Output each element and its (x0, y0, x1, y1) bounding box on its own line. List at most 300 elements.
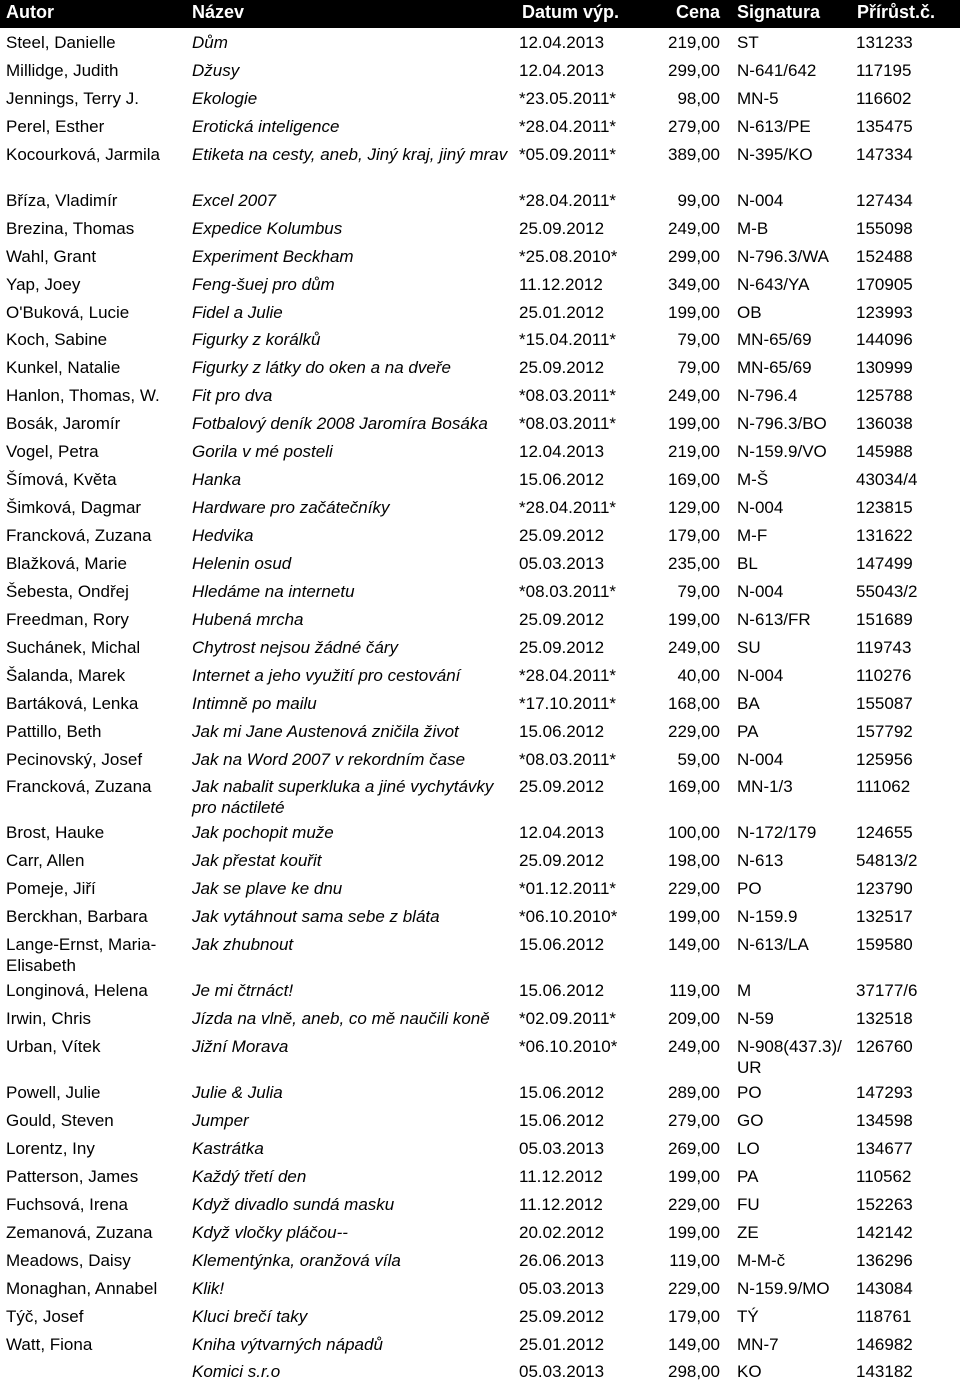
table-row (0, 28, 960, 56)
accession-cell: 111062 (856, 777, 911, 797)
title-cell: Intimně po mailu (192, 693, 317, 713)
author-cell: Bříza, Vladimír (6, 190, 118, 210)
signature-cell: N-796.3/BO (737, 414, 827, 434)
date-cell: *28.04.2011* (519, 498, 617, 518)
title-cell: Figurky z látky do oken a na dveře (192, 358, 451, 378)
price-cell: 40,00 (677, 665, 720, 685)
signature-cell: N-395/KO (737, 144, 813, 164)
table-row (0, 902, 960, 930)
signature-cell: N-641/642 (737, 60, 817, 80)
table-row (0, 465, 960, 493)
accession-cell: 124655 (856, 823, 913, 843)
table-row (0, 717, 960, 745)
table-row (0, 1218, 960, 1246)
table-row (0, 1134, 960, 1162)
title-cell: Experiment Beckham (192, 246, 354, 266)
date-cell: 25.09.2012 (519, 1306, 605, 1326)
date-cell: *23.05.2011* (519, 88, 617, 108)
signature-cell: MN-65/69 (737, 330, 812, 350)
table-row (0, 1246, 960, 1274)
table-row (0, 1330, 960, 1358)
price-cell: 179,00 (668, 1306, 720, 1326)
table-row (0, 242, 960, 270)
table-row (0, 1357, 960, 1385)
date-cell: 12.04.2013 (519, 33, 605, 52)
table-row (0, 409, 960, 437)
accession-cell: 116602 (856, 88, 912, 108)
accession-cell: 157792 (856, 721, 913, 741)
signature-cell: PO (737, 1083, 762, 1103)
author-cell: Šebesta, Ondřej (6, 581, 129, 601)
date-cell: 05.03.2013 (519, 1138, 605, 1158)
accession-cell: 134598 (856, 1111, 913, 1130)
title-cell: Kastrátka (192, 1138, 264, 1158)
table-row (0, 1162, 960, 1190)
date-cell: *01.12.2011* (519, 879, 617, 899)
table-body (0, 28, 960, 1385)
header-signature: Signatura (737, 2, 821, 22)
date-cell: *02.09.2011* (519, 1009, 617, 1029)
table-row (0, 140, 960, 186)
author-cell: Longinová, Helena (6, 981, 148, 1001)
price-cell: 79,00 (677, 581, 720, 601)
signature-cell: KO (737, 1362, 762, 1382)
date-cell: 15.06.2012 (519, 1111, 605, 1130)
accession-cell: 155087 (856, 693, 913, 713)
table-row (0, 772, 960, 818)
date-cell: 15.06.2012 (519, 1083, 605, 1103)
signature-cell: N-643/YA (737, 274, 810, 294)
date-cell: *28.04.2011* (519, 190, 617, 210)
table-row (0, 1190, 960, 1218)
title-cell: Když vločky pláčou-- (192, 1222, 348, 1242)
title-cell: Je mi čtrnáct! (192, 981, 294, 1001)
table-row (0, 930, 960, 976)
author-cell: Pecinovský, Josef (6, 749, 143, 769)
accession-cell: 119743 (856, 637, 912, 657)
title-cell: Hardware pro začátečníky (192, 498, 390, 518)
author-cell: Fuchsová, Irena (6, 1194, 128, 1214)
table-row (0, 661, 960, 689)
table-row (0, 1032, 960, 1078)
author-cell: Šimková, Dagmar (6, 498, 142, 518)
price-cell: 199,00 (668, 907, 720, 927)
signature-cell: N-004 (737, 665, 784, 685)
price-cell: 229,00 (668, 879, 720, 899)
signature-cell: N-159.9 (737, 907, 798, 927)
price-cell: 99,00 (677, 190, 720, 210)
price-cell: 119,00 (669, 1250, 720, 1270)
author-cell: Brost, Hauke (6, 823, 105, 843)
title-cell: Když divadlo sundá masku (192, 1194, 395, 1214)
date-cell: *08.03.2011* (519, 386, 617, 406)
date-cell: 25.09.2012 (519, 218, 605, 238)
signature-cell: LO (737, 1138, 760, 1158)
price-cell: 199,00 (668, 302, 720, 322)
price-cell: 249,00 (668, 386, 720, 406)
header-author: Autor (6, 2, 54, 22)
signature-cell: MN-5 (737, 88, 779, 108)
price-cell: 298,00 (668, 1362, 720, 1382)
price-cell: 79,00 (677, 358, 720, 378)
date-cell: *06.10.2010* (519, 1037, 618, 1057)
signature-cell: N-796.3/WA (737, 246, 829, 266)
title-cell: Jak zhubnout (192, 935, 294, 955)
accession-cell: 130999 (856, 358, 913, 378)
date-cell: 11.12.2012 (519, 274, 603, 294)
author-cell: Carr, Allen (6, 851, 85, 871)
author-cell: Hanlon, Thomas, W. (6, 386, 160, 406)
price-cell: 229,00 (668, 1278, 720, 1298)
accession-cell: 136296 (856, 1250, 913, 1270)
table-row (0, 214, 960, 242)
date-cell: 15.06.2012 (519, 721, 605, 741)
date-cell: *08.03.2011* (519, 581, 617, 601)
signature-cell: FU (737, 1194, 760, 1214)
signature-cell: N-004 (737, 498, 784, 518)
accession-cell: 147334 (856, 144, 913, 164)
author-cell: Yap, Joey (6, 274, 81, 294)
price-cell: 229,00 (668, 721, 720, 741)
accession-cell: 145988 (856, 442, 913, 462)
date-cell: 12.04.2013 (519, 60, 605, 80)
table-row (0, 745, 960, 773)
signature-cell: N-004 (737, 749, 784, 769)
price-cell: 199,00 (668, 1222, 720, 1242)
table-row (0, 353, 960, 381)
date-cell: 11.12.2012 (519, 1194, 603, 1214)
accession-cell: 125788 (856, 386, 913, 406)
signature-cell: PO (737, 879, 762, 899)
accession-cell: 131233 (856, 33, 913, 52)
author-cell: Gould, Steven (6, 1111, 114, 1130)
author-cell: Francková, Zuzana (6, 777, 152, 797)
date-cell: *25.08.2010* (519, 246, 618, 266)
signature-cell: N-613/LA (737, 935, 809, 955)
table-row (0, 1106, 960, 1134)
price-cell: 249,00 (668, 218, 720, 238)
accession-cell: 126760 (856, 1037, 913, 1057)
table-row (0, 1274, 960, 1302)
author-cell: Kunkel, Natalie (6, 358, 121, 378)
title-cell: Etiketa na cesty, aneb, Jiný kraj, jiný mrav (192, 144, 508, 164)
signature-cell: N-159.9/MO (737, 1278, 830, 1298)
table-row (0, 577, 960, 605)
title-cell: Gorila v mé posteli (192, 442, 333, 462)
signature-cell: M-Š (737, 470, 769, 490)
signature-cell: N-59 (737, 1009, 774, 1029)
title-cell: Fit pro dva (192, 386, 273, 406)
table-row (0, 976, 960, 1004)
price-cell: 149,00 (668, 935, 720, 955)
signature-cell: M-B (737, 218, 769, 238)
signature-cell: N-172/179 (737, 823, 817, 843)
author-cell: Perel, Esther (6, 116, 105, 136)
accession-cell: 123815 (856, 498, 913, 518)
title-cell: Kniha výtvarných nápadů (192, 1334, 383, 1354)
author-cell: Vogel, Petra (6, 442, 99, 462)
header-accession: Přírůst.č. (857, 2, 936, 22)
price-cell: 279,00 (668, 116, 720, 136)
author-cell: Koch, Sabine (6, 330, 108, 350)
title-cell: Helenin osud (192, 553, 292, 573)
price-cell: 100,00 (668, 823, 720, 843)
price-cell: 79,00 (677, 330, 720, 350)
header-price: Cena (675, 2, 720, 22)
accession-cell: 118761 (856, 1306, 912, 1326)
date-cell: 25.09.2012 (519, 609, 605, 629)
author-cell: Bosák, Jaromír (6, 414, 121, 434)
price-cell: 249,00 (668, 1037, 720, 1057)
table-row (0, 549, 960, 577)
header-title: Název (192, 2, 245, 22)
accession-cell: 144096 (856, 330, 913, 350)
price-cell: 209,00 (668, 1009, 720, 1029)
author-cell: Bartáková, Lenka (6, 693, 139, 713)
price-cell: 199,00 (668, 1166, 720, 1186)
accession-cell: 132517 (856, 907, 913, 927)
date-cell: 25.09.2012 (519, 358, 605, 378)
accession-cell: 131622 (856, 526, 913, 545)
date-cell: *15.04.2011* (519, 330, 617, 350)
author-cell: Wahl, Grant (6, 246, 97, 266)
author-cell: Millidge, Judith (6, 60, 119, 80)
author-cell: Jennings, Terry J. (6, 88, 139, 108)
price-cell: 299,00 (668, 246, 720, 266)
signature-cell: MN-7 (737, 1334, 779, 1354)
table-row (0, 381, 960, 409)
signature-cell: M-F (737, 526, 768, 545)
title-cell: Jak pochopit muže (192, 823, 334, 843)
accession-cell: 159580 (856, 935, 913, 955)
signature-cell: N-796.4 (737, 386, 798, 406)
accession-cell: 170905 (856, 274, 913, 294)
table-row (0, 605, 960, 633)
date-cell: 20.02.2012 (519, 1222, 605, 1242)
table-row (0, 1004, 960, 1032)
table-header (0, 0, 960, 28)
price-cell: 179,00 (668, 526, 720, 545)
date-cell: 05.03.2013 (519, 1278, 605, 1298)
signature-cell: MN-1/3 (737, 777, 793, 797)
author-cell: Patterson, James (6, 1166, 139, 1186)
table-row (0, 186, 960, 214)
signature-cell: SU (737, 637, 761, 657)
accession-cell: 152488 (856, 246, 913, 266)
title-cell: Džusy (192, 60, 240, 80)
price-cell: 149,00 (668, 1334, 720, 1354)
date-cell: 12.04.2013 (519, 823, 605, 843)
accession-cell: 152263 (856, 1194, 913, 1214)
title-cell: Internet a jeho využití pro cestování (192, 665, 461, 685)
author-cell: Steel, Danielle (6, 33, 116, 52)
accession-cell: 55043/2 (856, 581, 918, 601)
price-cell: 59,00 (677, 749, 720, 769)
author-cell: Irwin, Chris (6, 1009, 92, 1029)
title-cell: Excel 2007 (192, 190, 277, 210)
author-cell: Šalanda, Marek (6, 665, 126, 685)
price-cell: 289,00 (668, 1083, 720, 1103)
date-cell: 11.12.2012 (519, 1166, 603, 1186)
date-cell: 05.03.2013 (519, 553, 605, 573)
signature-cell: N-004 (737, 190, 784, 210)
table-row (0, 56, 960, 84)
signature-cell: ST (737, 33, 759, 52)
accession-cell: 123790 (856, 879, 913, 899)
accession-cell: 134677 (856, 1138, 913, 1158)
date-cell: 25.01.2012 (519, 1334, 605, 1354)
table-row (0, 689, 960, 717)
accession-cell: 143084 (856, 1278, 913, 1298)
signature-cell: N-004 (737, 581, 784, 601)
title-cell: Hanka (192, 470, 242, 490)
author-cell: Lorentz, Iny (6, 1138, 95, 1158)
price-cell: 349,00 (668, 274, 720, 294)
title-cell: Expedice Kolumbus (192, 218, 343, 238)
table-row (0, 1302, 960, 1330)
price-cell: 198,00 (668, 851, 720, 871)
accession-cell: 155098 (856, 218, 913, 238)
title-cell: Jak přestat kouřit (192, 851, 322, 871)
accession-cell: 136038 (856, 414, 913, 434)
table-row (0, 84, 960, 112)
date-cell: 15.06.2012 (519, 981, 605, 1001)
title-cell: Každý třetí den (192, 1166, 307, 1186)
price-cell: 169,00 (668, 470, 720, 490)
table-row (0, 270, 960, 298)
accession-cell: 147293 (856, 1083, 913, 1103)
date-cell: 25.09.2012 (519, 526, 605, 545)
accession-cell: 147499 (856, 553, 913, 573)
author-cell: Šímová, Květa (6, 470, 117, 490)
signature-cell: N-159.9/VO (737, 442, 827, 462)
title-cell: Hledáme na internetu (192, 581, 355, 601)
price-cell: 299,00 (668, 60, 720, 80)
signature-cell: ZE (737, 1222, 759, 1242)
signature-cell: N-613 (737, 851, 784, 871)
signature-cell: M (737, 981, 752, 1001)
title-cell: Dům (192, 33, 228, 52)
accession-cell: 142142 (856, 1222, 913, 1242)
author-cell: Berckhan, Barbara (6, 907, 148, 927)
date-cell: 25.09.2012 (519, 637, 605, 657)
date-cell: 15.06.2012 (519, 470, 605, 490)
accession-cell: 143182 (856, 1362, 913, 1382)
signature-cell: PA (737, 1166, 759, 1186)
date-cell: *06.10.2010* (519, 907, 618, 927)
price-cell: 168,00 (668, 693, 720, 713)
title-cell: Jak na Word 2007 v rekordním čase (192, 749, 466, 769)
title-cell: Komici s.r.o (192, 1362, 281, 1382)
author-cell: Meadows, Daisy (6, 1250, 131, 1270)
table-row (0, 325, 960, 353)
title-cell: Jak vytáhnout sama sebe z bláta (192, 907, 440, 927)
author-cell: Watt, Fiona (6, 1334, 93, 1354)
date-cell: 12.04.2013 (519, 442, 605, 462)
price-cell: 389,00 (668, 144, 720, 164)
accession-cell: 132518 (856, 1009, 913, 1029)
title-cell: Fidel a Julie (192, 302, 283, 322)
accession-cell: 110562 (856, 1166, 912, 1186)
price-cell: 235,00 (668, 553, 720, 573)
date-cell: 25.09.2012 (519, 851, 605, 871)
author-cell: Pomeje, Jiří (6, 879, 96, 899)
title-cell: Erotická inteligence (192, 116, 340, 136)
date-cell: *17.10.2011* (519, 693, 617, 713)
price-cell: 249,00 (668, 637, 720, 657)
author-cell: Francková, Zuzana (6, 526, 152, 545)
table-row (0, 846, 960, 874)
title-cell: Chytrost nejsou žádné čáry (192, 637, 398, 657)
date-cell: 25.09.2012 (519, 777, 605, 797)
signature-cell: N-613/PE (737, 116, 811, 136)
author-cell: Urban, Vítek (6, 1037, 101, 1057)
accession-cell: 110276 (856, 665, 912, 685)
table-row (0, 437, 960, 465)
title-cell: Klementýnka, oranžová víla (192, 1250, 401, 1270)
title-cell: Jízda na vlně, aneb, co mě naučili koně (192, 1009, 490, 1029)
author-cell: Kocourková, Jarmila (6, 144, 161, 164)
price-cell: 269,00 (668, 1138, 720, 1158)
title-cell: Ekologie (192, 88, 258, 108)
signature-cell: N-908(437.3)/UR (737, 1037, 842, 1078)
date-cell: *28.04.2011* (519, 665, 617, 685)
date-cell: *28.04.2011* (519, 116, 617, 136)
signature-cell: OB (737, 302, 762, 322)
signature-cell: M-M-č (737, 1250, 786, 1270)
signature-cell: BA (737, 693, 760, 713)
signature-cell: MN-65/69 (737, 358, 812, 378)
table-row (0, 633, 960, 661)
accession-cell: 151689 (856, 609, 913, 629)
title-cell: Julie & Julia (192, 1083, 283, 1103)
title-cell: Jižní Morava (192, 1037, 289, 1057)
author-cell: Týč, Josef (6, 1306, 84, 1326)
title-cell: Klik! (192, 1278, 225, 1298)
author-cell: Freedman, Rory (6, 609, 129, 629)
accession-cell: 43034/4 (856, 470, 918, 490)
author-cell: Powell, Julie (6, 1083, 101, 1103)
date-cell: 15.06.2012 (519, 935, 605, 955)
price-cell: 279,00 (668, 1111, 720, 1130)
price-cell: 219,00 (668, 442, 720, 462)
price-cell: 169,00 (668, 777, 720, 797)
title-cell: Hubená mrcha (192, 609, 304, 629)
title-cell: Feng-šuej pro dům (192, 274, 335, 294)
signature-cell: BL (737, 553, 758, 573)
title-cell: Fotbalový deník 2008 Jaromíra Bosáka (192, 414, 488, 434)
author-cell: Zemanová, Zuzana (6, 1222, 153, 1242)
author-cell: Pattillo, Beth (6, 721, 102, 741)
table-row (0, 493, 960, 521)
date-cell: 26.06.2013 (519, 1250, 605, 1270)
title-cell: Jak nabalit superkluka a jiné vychytávky pro náctileté (192, 777, 494, 818)
title-cell: Kluci brečí taky (192, 1306, 308, 1326)
accession-cell: 146982 (856, 1334, 913, 1354)
price-cell: 98,00 (677, 88, 720, 108)
price-cell: 119,00 (669, 981, 720, 1001)
table-row (0, 112, 960, 140)
accession-cell: 123993 (856, 302, 913, 322)
accession-cell: 37177/6 (856, 981, 918, 1001)
price-cell: 229,00 (668, 1194, 720, 1214)
accession-cell: 54813/2 (856, 851, 918, 871)
title-cell: Figurky z korálků (192, 330, 321, 350)
date-cell: 05.03.2013 (519, 1362, 605, 1382)
date-cell: *08.03.2011* (519, 414, 617, 434)
signature-cell: PA (737, 721, 759, 741)
author-cell: Suchánek, Michal (6, 637, 141, 657)
